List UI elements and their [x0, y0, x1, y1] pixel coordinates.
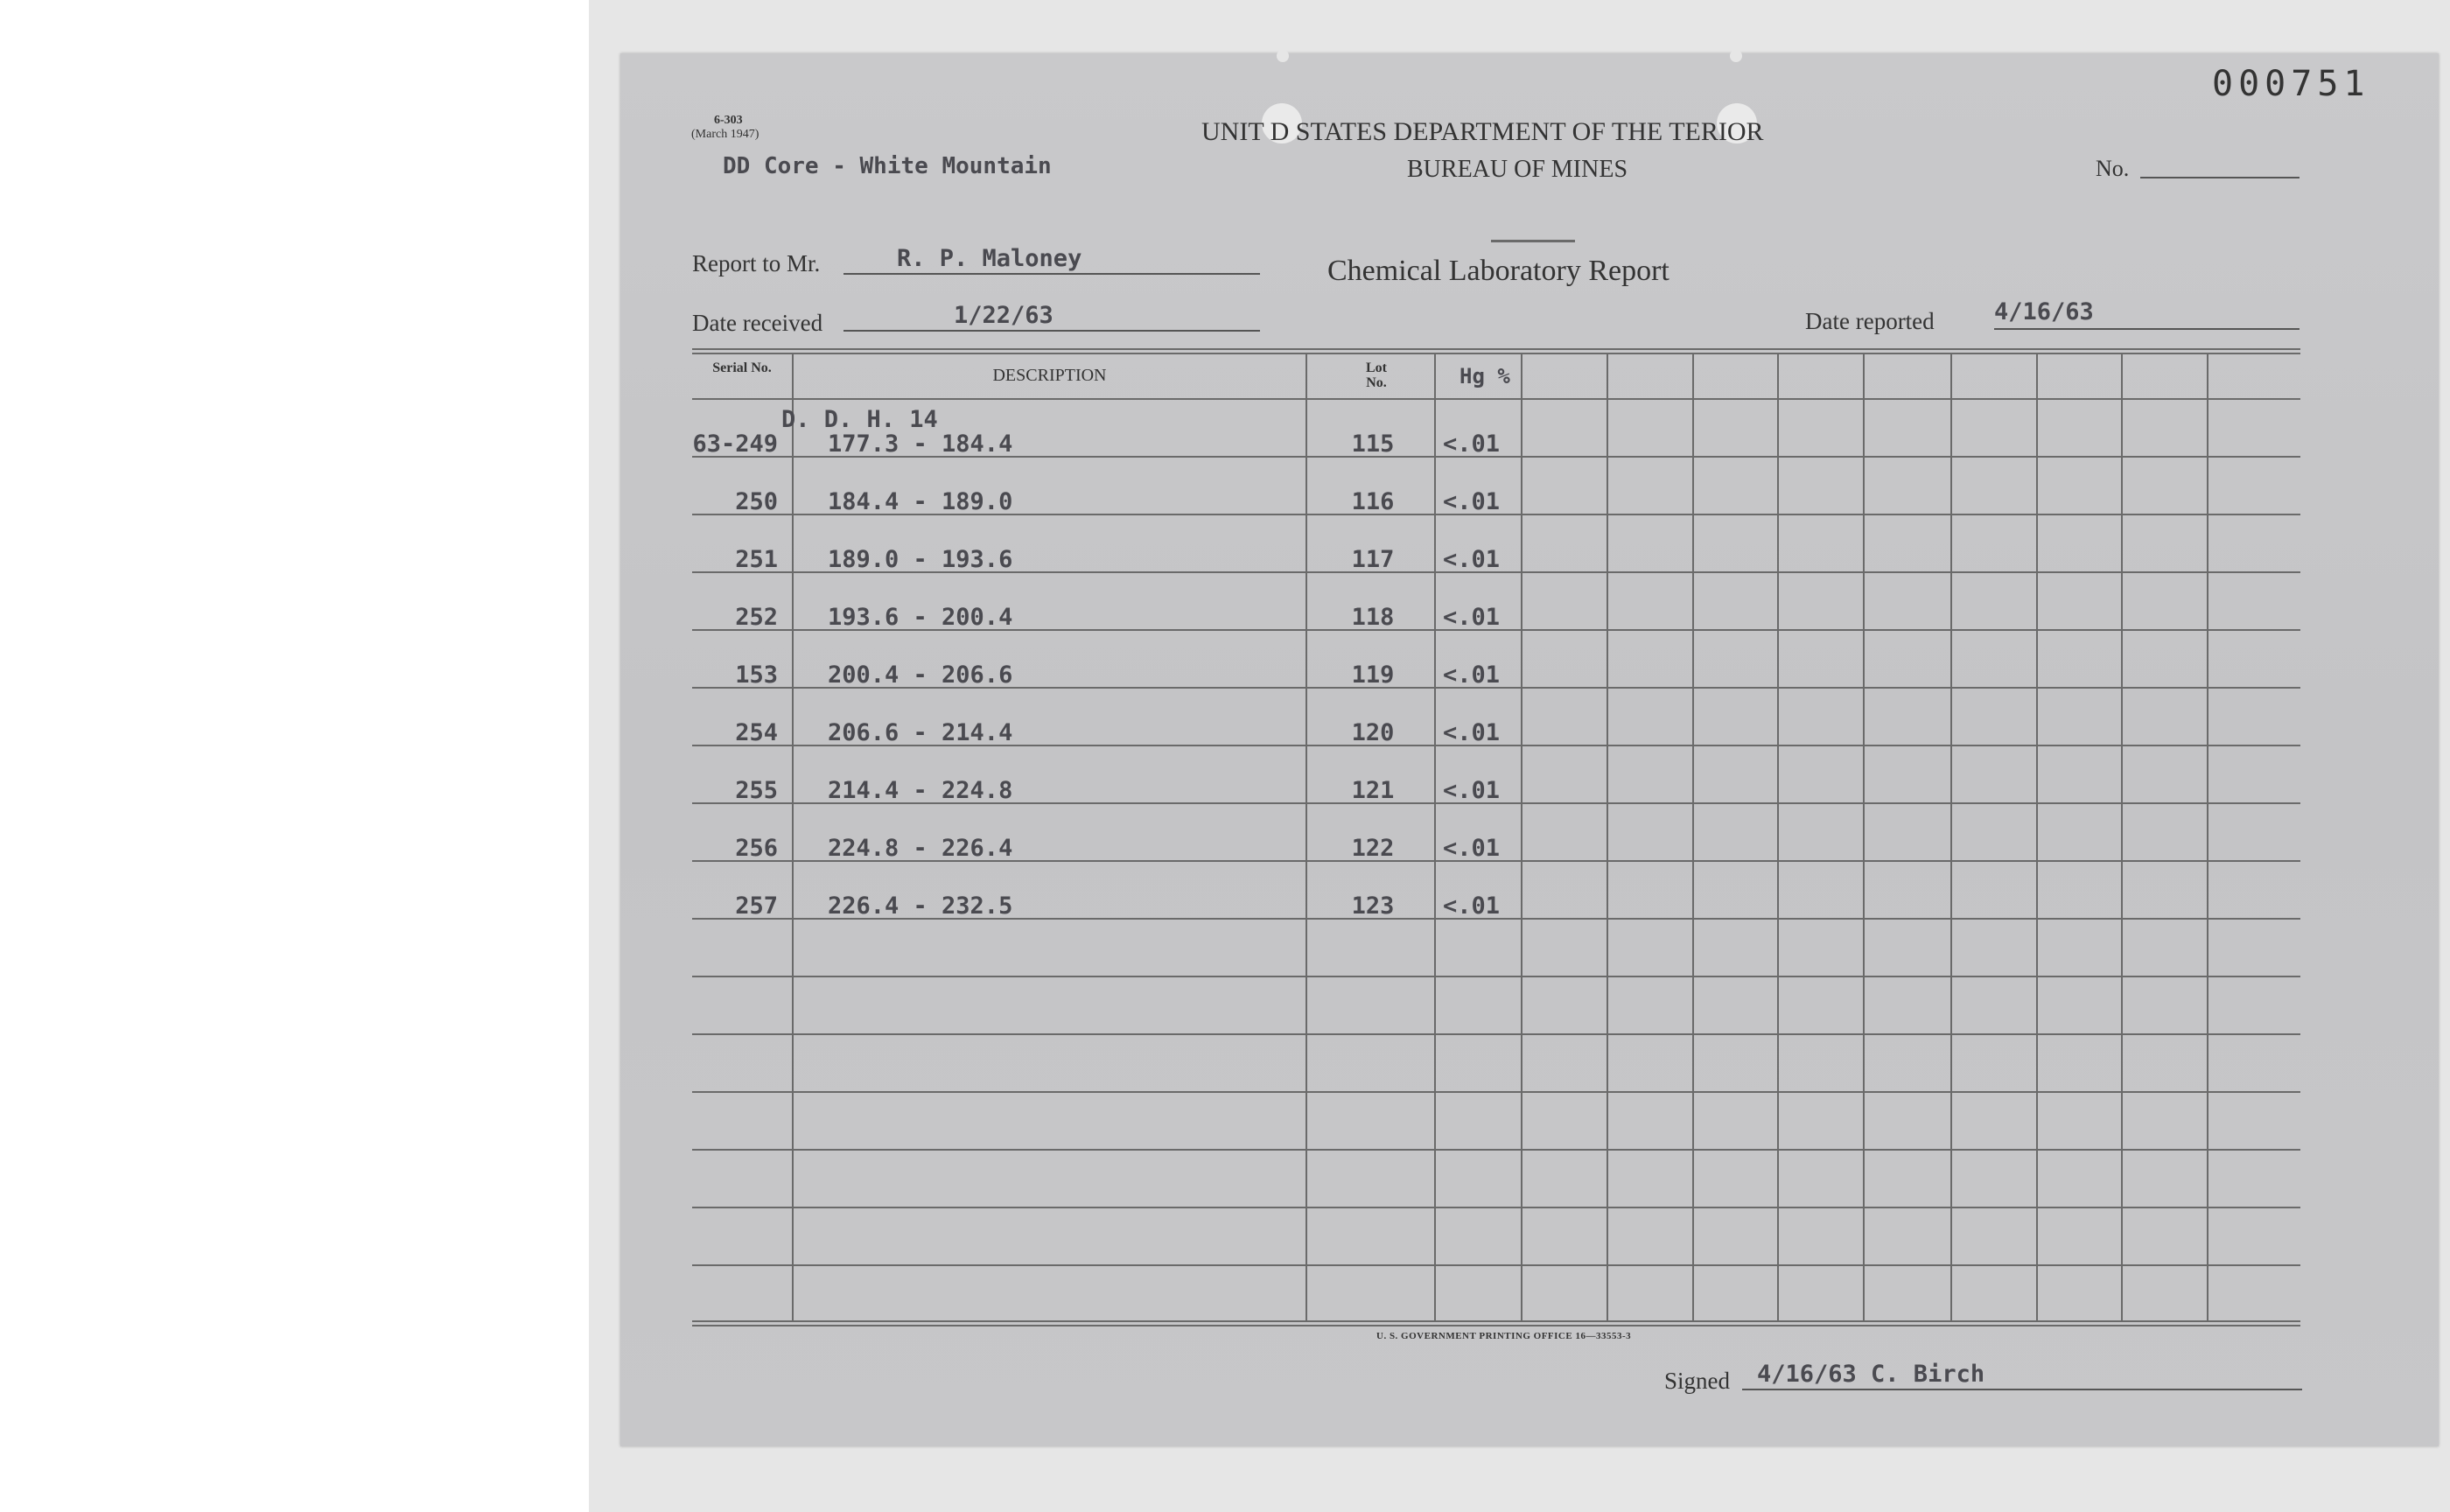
- table-row-line: [692, 1264, 2300, 1266]
- table-bottom-rule-inner: [692, 1325, 2300, 1326]
- table-row-line: [692, 1149, 2300, 1151]
- table-col-divider: [1863, 353, 1865, 1320]
- table-col-divider: [1606, 353, 1608, 1320]
- table-top-rule-inner: [692, 353, 2300, 354]
- serial-cell: 257: [735, 892, 778, 920]
- bureau-name: BUREAU OF MINES: [1407, 156, 1628, 183]
- serial-cell: 153: [735, 662, 778, 689]
- form-number: 6-303: [714, 114, 743, 127]
- form-date: (March 1947): [691, 128, 760, 141]
- description-cell: 193.6 - 200.4: [828, 604, 1013, 631]
- description-cell: 184.4 - 189.0: [828, 488, 1013, 515]
- report-sheet: [620, 53, 2439, 1446]
- date-reported-value: 4/16/63: [1994, 298, 2094, 326]
- table-col-divider: [2207, 353, 2208, 1320]
- serial-cell: 252: [735, 604, 778, 631]
- report-to-line: [844, 273, 1260, 275]
- hg-cell: <.01: [1443, 604, 1501, 631]
- date-received-line: [844, 330, 1260, 332]
- description-cell: 200.4 - 206.6: [828, 662, 1013, 689]
- serial-cell: 254: [735, 719, 778, 746]
- sheet-notch-left: [1277, 50, 1289, 62]
- lot-cell: 123: [1351, 892, 1395, 920]
- lot-cell: 117: [1351, 546, 1395, 573]
- date-received-value: 1/22/63: [954, 302, 1054, 329]
- lot-cell: 118: [1351, 604, 1395, 631]
- table-top-rule: [692, 348, 2300, 350]
- table-col-divider: [1950, 353, 1952, 1320]
- project-name: DD Core - White Mountain: [723, 153, 1052, 179]
- hg-cell: <.01: [1443, 662, 1501, 689]
- hg-cell: <.01: [1443, 488, 1501, 515]
- description-cell: 226.4 - 232.5: [828, 892, 1013, 920]
- table-row-line: [692, 976, 2300, 977]
- header-hg-percent: Hg %: [1460, 364, 1510, 388]
- table-row-line: [692, 1091, 2300, 1093]
- table-col-divider: [1306, 353, 1307, 1320]
- hg-cell: <.01: [1443, 546, 1501, 573]
- table-row-line: [692, 1207, 2300, 1208]
- table-col-divider: [1434, 353, 1436, 1320]
- lot-cell: 120: [1351, 719, 1395, 746]
- table-col-divider: [1692, 353, 1694, 1320]
- table-row-line: [692, 398, 2300, 400]
- serial-cell: 63-249: [692, 430, 778, 458]
- description-cell: 189.0 - 193.6: [828, 546, 1013, 573]
- serial-cell: 250: [735, 488, 778, 515]
- date-received-label: Date received: [692, 310, 823, 336]
- header-serial-no: Serial No.: [712, 360, 772, 375]
- drill-hole-label: D. D. H. 14: [781, 406, 938, 433]
- document-number: 000751: [2212, 64, 2370, 104]
- hg-cell: <.01: [1443, 719, 1501, 746]
- table-col-divider: [792, 353, 794, 1320]
- hg-cell: <.01: [1443, 892, 1501, 920]
- report-title: Chemical Laboratory Report: [1327, 255, 1670, 287]
- hg-cell: <.01: [1443, 777, 1501, 804]
- description-cell: 224.8 - 226.4: [828, 835, 1013, 862]
- hg-cell: <.01: [1443, 430, 1501, 458]
- serial-cell: 256: [735, 835, 778, 862]
- signed-label: Signed: [1664, 1368, 1731, 1394]
- signature-line: [1742, 1389, 2302, 1390]
- description-cell: 206.6 - 214.4: [828, 719, 1013, 746]
- table-bottom-rule: [692, 1320, 2300, 1322]
- date-reported-label: Date reported: [1805, 308, 1935, 334]
- report-to-label: Report to Mr.: [692, 250, 821, 276]
- table-col-divider: [2036, 353, 2038, 1320]
- title-rule: [1491, 240, 1575, 242]
- printer-imprint: U. S. GOVERNMENT PRINTING OFFICE 16—33553-3: [1376, 1331, 1632, 1341]
- serial-cell: 255: [735, 777, 778, 804]
- report-to-value: R. P. Maloney: [897, 245, 1082, 272]
- description-cell: 177.3 - 184.4: [828, 430, 1013, 458]
- description-cell: 214.4 - 224.8: [828, 777, 1013, 804]
- header-description: DESCRIPTION: [992, 366, 1107, 385]
- header-lot-no: Lot No.: [1366, 360, 1387, 390]
- number-label: No.: [2096, 156, 2130, 181]
- lot-cell: 122: [1351, 835, 1395, 862]
- table-col-divider: [1777, 353, 1779, 1320]
- sheet-notch-right: [1730, 50, 1742, 62]
- table-col-divider: [2121, 353, 2123, 1320]
- signature-value: 4/16/63 C. Birch: [1757, 1361, 1985, 1388]
- table-col-divider: [1521, 353, 1522, 1320]
- agency-name: UNIT D STATES DEPARTMENT OF THE TERIOR: [1201, 117, 1764, 146]
- serial-cell: 251: [735, 546, 778, 573]
- number-field-line: [2140, 177, 2300, 178]
- date-reported-line: [1994, 328, 2300, 330]
- hg-cell: <.01: [1443, 835, 1501, 862]
- lot-cell: 116: [1351, 488, 1395, 515]
- lot-cell: 119: [1351, 662, 1395, 689]
- lot-cell: 115: [1351, 430, 1395, 458]
- lot-cell: 121: [1351, 777, 1395, 804]
- table-row-line: [692, 1033, 2300, 1035]
